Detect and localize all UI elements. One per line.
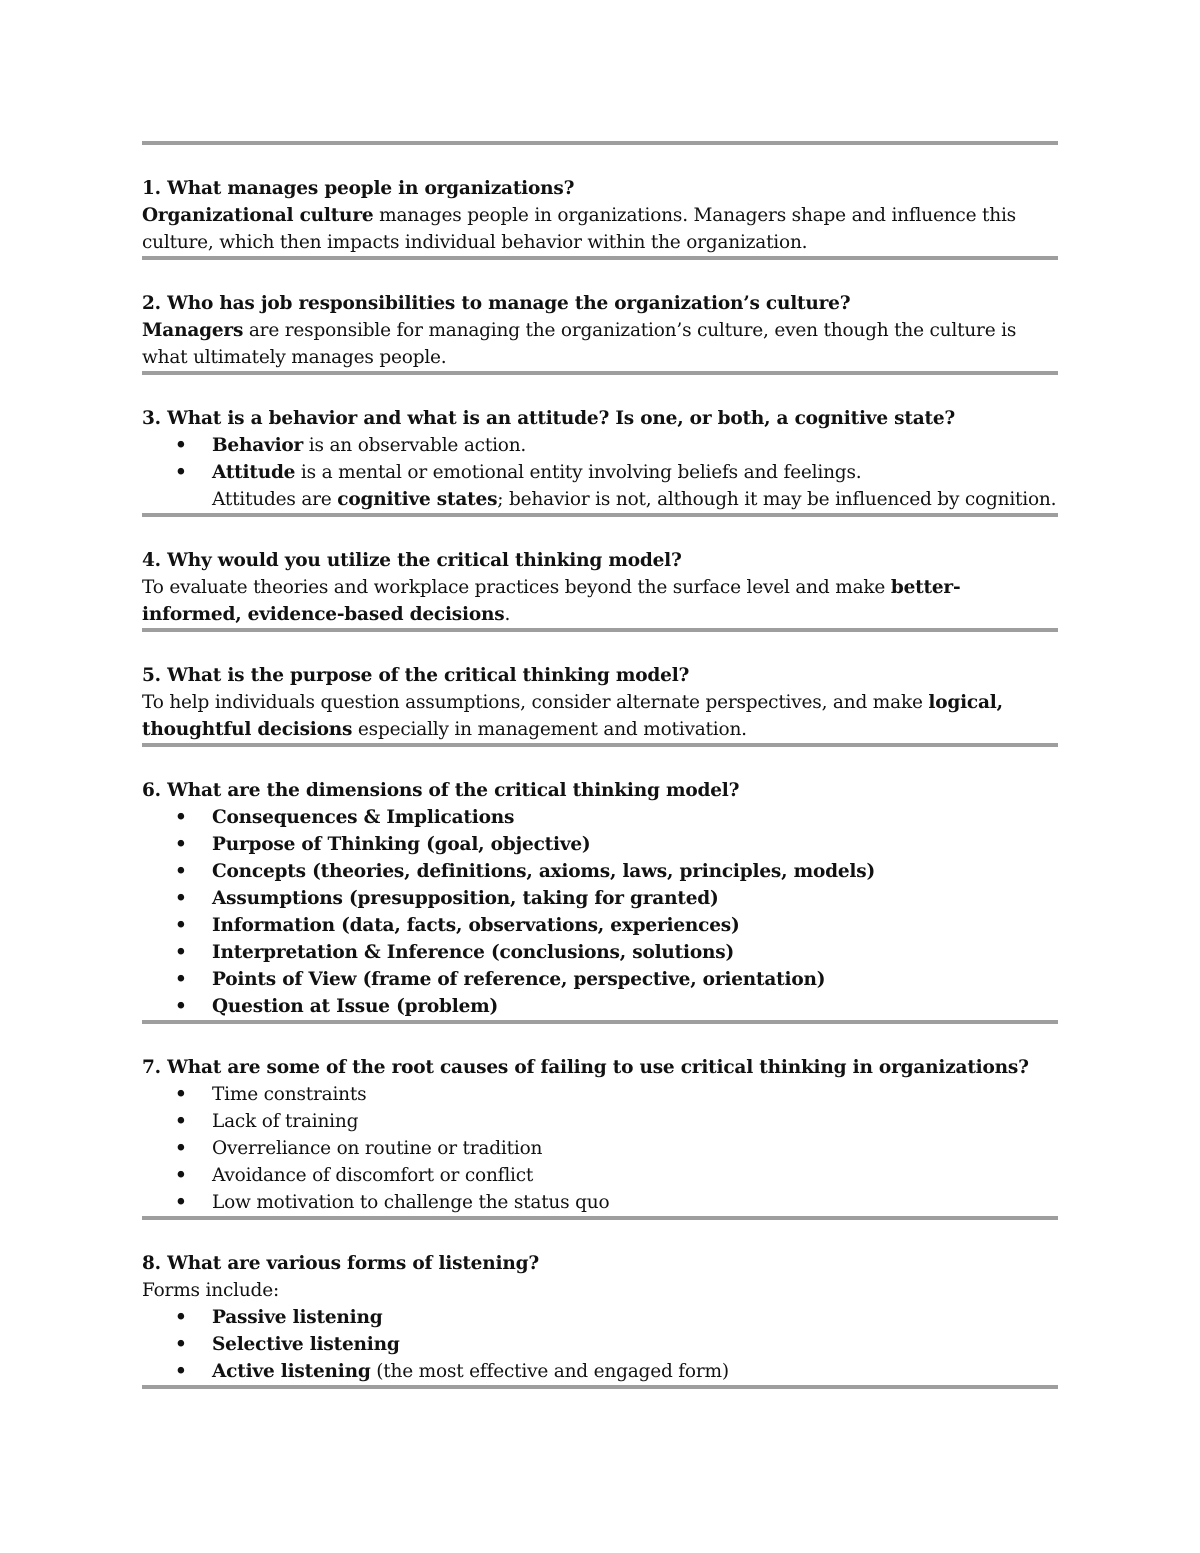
list-item-text: Information (data, facts, observations, experiences) [212,915,740,936]
list-item [142,1081,1058,1108]
bullet-icon: • [175,1138,187,1159]
bullet-icon: • [175,1361,187,1382]
question-heading: 4. Why would you utilize the critical thinking model? [142,550,682,571]
list-item [142,993,1058,1020]
list-item-text: Overreliance on routine or tradition [212,1138,543,1159]
list-item-text: Question at Issue (problem) [212,996,499,1017]
list-item [142,459,1058,486]
list-item [142,432,1058,459]
document-page [142,141,1058,1389]
question-heading: 7. What are some of the root causes of failing to use critical thinking in organizations? [142,1057,1029,1078]
bullet-icon: • [175,996,187,1017]
question-heading: 1. What manages people in organizations? [142,178,575,199]
list-item-bold: Passive listening [212,1307,383,1328]
answer-bold-term: logical, thoughtful decisions [142,692,1003,740]
list-item-bold: Attitude [212,462,296,483]
list-item-text: Consequences & Implications [212,807,515,828]
list-item-text: Low motivation to challenge the status quo [212,1192,610,1213]
bullet-icon: • [175,942,187,963]
answer-text [142,574,1058,628]
answer-pre: To evaluate theories and workplace practices beyond the surface level and make [142,577,891,598]
question-section-6 [142,747,1058,1020]
list-item [142,885,1058,912]
question-section-1 [142,145,1058,256]
answer-list [142,804,1058,1020]
list-item [142,1331,1058,1358]
answer-rest: are responsible for managing the organization’s culture, even though the culture is what ultimately manages people. [142,320,1017,368]
bullet-icon: • [175,807,187,828]
list-item [142,1358,1058,1385]
answer-post: . [504,604,511,625]
question-section-7 [142,1024,1058,1216]
answer-rest: manages people in organizations. Managers shape and influence this culture, which then impacts individual behavior within the organization. [142,205,1016,253]
answer-text [142,317,1058,371]
bullet-icon: • [175,1307,187,1328]
list-item-rest: is an observable action. [303,435,527,456]
list-item-bold: Active listening [212,1361,371,1382]
list-item [142,1108,1058,1135]
list-item-text: Points of View (frame of reference, perspective, orientation) [212,969,826,990]
question-section-4 [142,517,1058,628]
list-item [142,858,1058,885]
answer-intro: Forms include: [142,1280,279,1301]
question-heading: 3. What is a behavior and what is an attitude? Is one, or both, a cognitive state? [142,408,956,429]
note-bold: cognitive states [337,489,498,510]
question-section-8 [142,1220,1058,1385]
list-item [142,1162,1058,1189]
bullet-icon: • [175,861,187,882]
question-section-2 [142,260,1058,371]
list-item-text: Interpretation & Inference (conclusions, solutions) [212,942,735,963]
answer-bold-term: Managers [142,320,244,341]
question-section-3 [142,375,1058,513]
answer-note [142,486,1058,513]
note-pre: Attitudes are [212,489,338,510]
answer-list [142,1081,1058,1216]
list-item [142,831,1058,858]
bullet-icon: • [175,1334,187,1355]
list-item [142,1135,1058,1162]
list-item [142,966,1058,993]
note-post: ; behavior is not, although it may be influenced by cognition. [497,489,1057,510]
list-item [142,1304,1058,1331]
bullet-icon: • [175,915,187,936]
list-item-text: Concepts (theories, definitions, axioms, laws, principles, models) [212,861,876,882]
list-item-bold: Selective listening [212,1334,400,1355]
list-item-bold: Behavior [212,435,304,456]
list-item-text: Time constraints [212,1084,367,1105]
list-item-rest: is a mental or emotional entity involving beliefs and feelings. [295,462,862,483]
answer-text [142,202,1058,256]
bullet-icon: • [175,462,187,483]
list-item [142,939,1058,966]
list-item-text: Purpose of Thinking (goal, objective) [212,834,591,855]
list-item [142,912,1058,939]
bullet-icon: • [175,969,187,990]
question-heading: 6. What are the dimensions of the critical thinking model? [142,780,740,801]
bullet-icon: • [175,435,187,456]
answer-list [142,432,1058,486]
list-item-text: Avoidance of discomfort or conflict [212,1165,534,1186]
bullet-icon: • [175,1165,187,1186]
question-heading: 5. What is the purpose of the critical thinking model? [142,665,690,686]
answer-bold-term: better-informed, evidence-based decisions [142,577,961,625]
bullet-icon: • [175,1084,187,1105]
question-section-5 [142,632,1058,743]
bullet-icon: • [175,1192,187,1213]
answer-list [142,1304,1058,1385]
bullet-icon: • [175,1111,187,1132]
divider-rule [142,1385,1058,1389]
question-heading: 2. Who has job responsibilities to manage the organization’s culture? [142,293,851,314]
question-heading: 8. What are various forms of listening? [142,1253,539,1274]
bullet-icon: • [175,888,187,909]
list-item-text: Lack of training [212,1111,359,1132]
answer-text [142,689,1058,743]
list-item-text: Assumptions (presupposition, taking for granted) [212,888,719,909]
answer-bold-term: Organizational culture [142,205,374,226]
answer-post: especially in management and motivation. [352,719,747,740]
answer-pre: To help individuals question assumptions, consider alternate perspectives, and make [142,692,929,713]
bullet-icon: • [175,834,187,855]
list-item [142,804,1058,831]
list-item [142,1189,1058,1216]
list-item-rest: (the most effective and engaged form) [370,1361,729,1382]
